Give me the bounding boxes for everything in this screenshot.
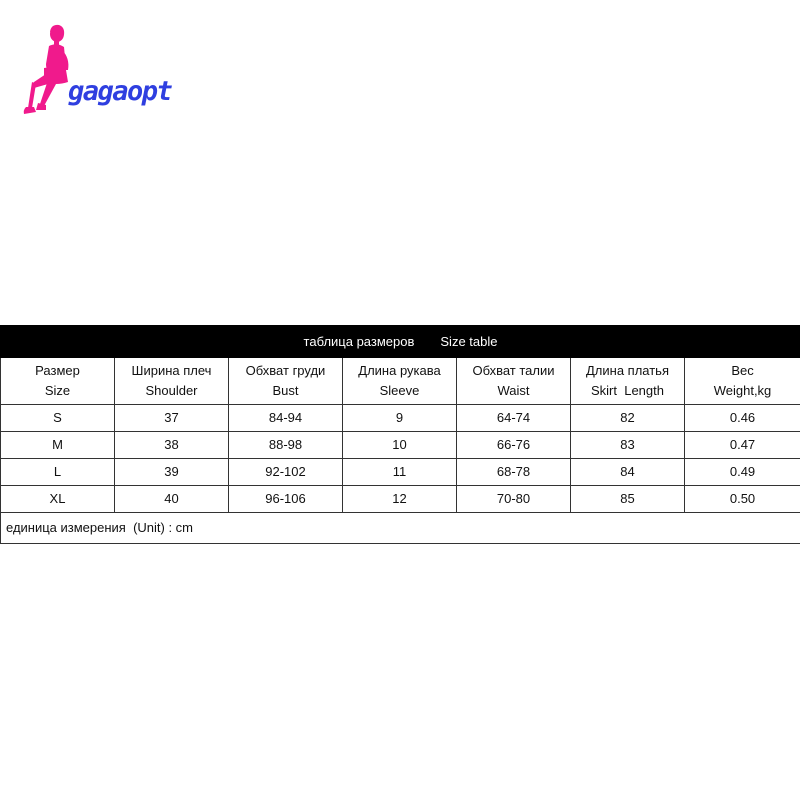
header-label-en: Waist [497, 383, 530, 398]
table-row [1, 486, 800, 513]
table-title-ru: таблица размеров [303, 333, 415, 349]
brand-logo-text: gagaopt [68, 76, 172, 107]
table-row [1, 432, 800, 459]
table-cell: 37 [115, 405, 229, 432]
table-cell: 12 [343, 486, 457, 513]
table-header-row [1, 358, 800, 405]
header-label-ru: Размер [35, 363, 80, 378]
table-cell: 0.47 [685, 432, 800, 459]
table-cell: 96-106 [229, 486, 343, 513]
table-cell: 70-80 [457, 486, 571, 513]
table-cell: XL [1, 486, 115, 513]
table-cell: 0.46 [685, 405, 800, 432]
table-cell: 0.49 [685, 459, 800, 486]
header-label-en: Shoulder [145, 383, 198, 398]
table-cell: 0.50 [685, 486, 800, 513]
column-header-shoulder [115, 358, 229, 405]
header-label-en: Weight,kg [713, 383, 772, 398]
header-label-ru: Ширина плеч [131, 363, 212, 378]
table-cell: 9 [343, 405, 457, 432]
table-cell: 82 [571, 405, 685, 432]
table-cell: L [1, 459, 115, 486]
table-cell: 64-74 [457, 405, 571, 432]
table-cell: 10 [343, 432, 457, 459]
column-header-waist [457, 358, 571, 405]
table-cell: 11 [343, 459, 457, 486]
table-title-en: Size table [440, 333, 498, 349]
table-cell: S [1, 405, 115, 432]
table-cell: 85 [571, 486, 685, 513]
table-cell: 38 [115, 432, 229, 459]
table-cell: 84 [571, 459, 685, 486]
brand-logo [22, 24, 172, 120]
table-row [1, 405, 800, 432]
column-header-size [1, 358, 115, 405]
table-row [1, 459, 800, 486]
table-cell: 40 [115, 486, 229, 513]
unit-note-row [1, 513, 800, 544]
table-cell: 83 [571, 432, 685, 459]
header-label-en: Bust [272, 383, 299, 398]
header-label-en: Skirt Length [591, 383, 664, 398]
table-cell: M [1, 432, 115, 459]
header-label-en: Sleeve [379, 383, 420, 398]
header-label-ru: Обхват талии [472, 363, 555, 378]
header-label-ru: Длина рукава [358, 363, 441, 378]
table-cell: 68-78 [457, 459, 571, 486]
column-header-skirt-length [571, 358, 685, 405]
header-label-ru: Вес [731, 363, 754, 378]
table-cell: 66-76 [457, 432, 571, 459]
size-table [0, 325, 800, 544]
table-title [1, 326, 800, 358]
table-cell: 92-102 [229, 459, 343, 486]
table-cell: 39 [115, 459, 229, 486]
header-label-ru: Длина платья [585, 363, 669, 378]
table-cell: 84-94 [229, 405, 343, 432]
unit-note: единица измерения (Unit) : cm [1, 513, 800, 544]
table-title-row [1, 326, 800, 358]
table-cell: 88-98 [229, 432, 343, 459]
column-header-bust [229, 358, 343, 405]
column-header-weight [685, 358, 800, 405]
column-header-sleeve [343, 358, 457, 405]
header-label-en: Size [44, 383, 71, 398]
header-label-ru: Обхват груди [245, 363, 326, 378]
